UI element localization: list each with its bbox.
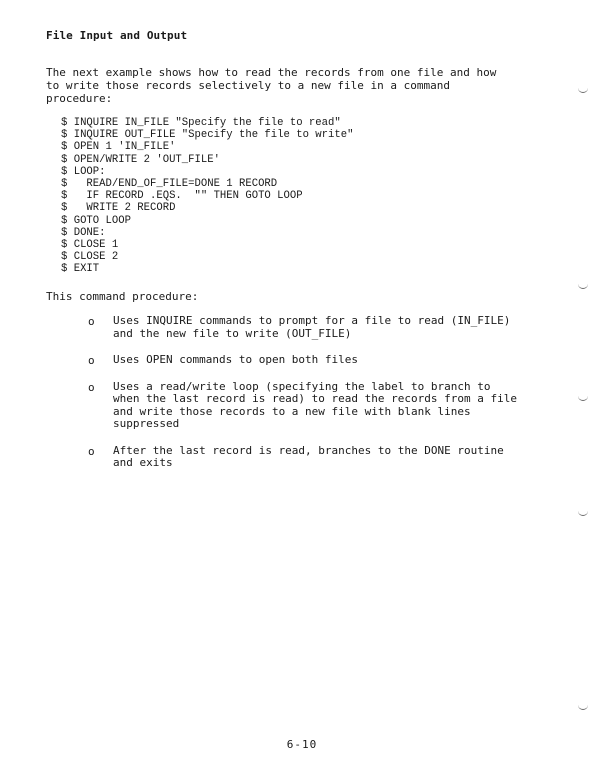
bullet-text: Uses OPEN commands to open both files bbox=[113, 353, 359, 366]
code-line: $ GOTO LOOP bbox=[61, 214, 131, 227]
margin-mark bbox=[578, 396, 588, 401]
code-line: $ EXIT bbox=[61, 263, 100, 276]
bullet-marker: o bbox=[88, 315, 95, 328]
margin-mark bbox=[578, 511, 588, 516]
code-listing bbox=[61, 117, 353, 275]
list-item bbox=[88, 445, 568, 470]
intro-paragraph: The next example shows how to read the records from one file and how to write those records selectively to a new file in a command procedure: bbox=[46, 66, 497, 105]
list-item bbox=[88, 381, 568, 431]
bullet-list bbox=[88, 315, 568, 484]
list-item bbox=[88, 354, 568, 367]
page-number: 6-10 bbox=[286, 738, 318, 751]
list-item bbox=[88, 315, 568, 340]
margin-mark bbox=[578, 284, 588, 289]
code-line: $ DONE: bbox=[61, 226, 106, 239]
bullet-text: Uses INQUIRE commands to prompt for a file to read (IN_FILE) and the new file to write (OUT_FILE) bbox=[113, 314, 511, 340]
code-line: $ INQUIRE OUT_FILE "Specify the file to write" bbox=[61, 129, 354, 142]
code-line: $ OPEN/WRITE 2 'OUT_FILE' bbox=[61, 153, 220, 166]
bullet-text: Uses a read/write loop (specifying the label to branch to when the last record is read) to read the records from a file and write those records to a new file with blank lines suppressed bbox=[113, 379, 517, 430]
code-line: $ CLOSE 1 bbox=[61, 238, 119, 251]
code-line: $ INQUIRE IN_FILE "Specify the file to read" bbox=[61, 117, 341, 129]
bullet-marker: o bbox=[88, 354, 95, 367]
margin-mark bbox=[578, 88, 588, 93]
procedure-intro: This command procedure: bbox=[46, 290, 199, 303]
section-title: File Input and Output bbox=[46, 29, 188, 42]
bullet-text: After the last record is read, branches to the DONE routine and exits bbox=[113, 443, 504, 469]
code-line: $ LOOP: bbox=[61, 165, 106, 178]
bullet-marker: o bbox=[88, 380, 95, 394]
code-line: $ READ/END_OF_FILE=DONE 1 RECORD bbox=[61, 177, 278, 190]
code-line: $ IF RECORD .EQS. "" THEN GOTO LOOP bbox=[61, 190, 303, 203]
code-line: $ CLOSE 2 bbox=[61, 251, 119, 264]
code-line: $ WRITE 2 RECORD bbox=[61, 202, 176, 215]
code-line: $ OPEN 1 'IN_FILE' bbox=[61, 141, 176, 154]
bullet-marker: o bbox=[88, 444, 95, 458]
margin-mark bbox=[578, 705, 588, 710]
